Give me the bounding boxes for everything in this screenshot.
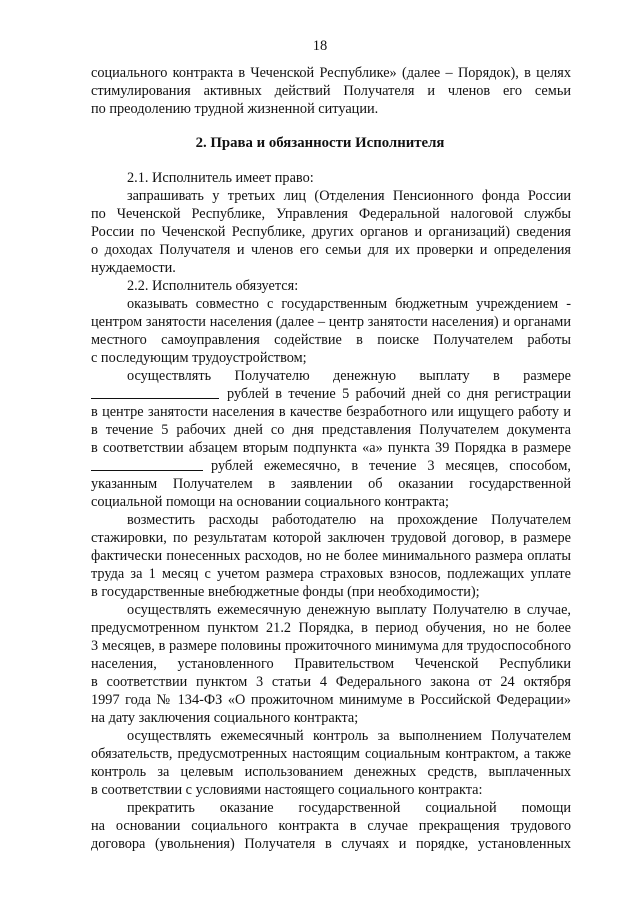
- obligation-3-line: в государственные внебюджетные фонды (при необходимости);: [91, 584, 480, 600]
- obligation-4-line: населения, установленного Правительством Чеченской Республики: [91, 656, 571, 672]
- obligation-2-line: социальной помощи на основании социального контракта;: [91, 494, 449, 510]
- section-heading: 2. Права и обязанности Исполнителя: [195, 135, 445, 151]
- obligation-2-line: в центре занятости населения в качестве безработного или ищущего работу и: [91, 404, 571, 420]
- obligation-1-line: центром занятости населения (далее – центр занятости населения) и органами: [91, 314, 571, 330]
- obligation-1-line: с последующим трудоустройством;: [91, 350, 307, 366]
- blank-amount-field: [91, 458, 203, 471]
- obligation-2-text: рублей ежемесячно, в течение 3 месяцев, способом,: [211, 458, 571, 474]
- page-number: 18: [312, 38, 328, 54]
- obligation-3-line: труда за 1 месяц с учетом размера страховых взносов, подлежащих уплате: [91, 566, 571, 582]
- obligation-5-line: контроль за целевым использованием денежных средств, выплаченных: [91, 764, 571, 780]
- clause-2-1-line: России по Чеченской Республике, других органов и организаций) сведения: [91, 224, 571, 240]
- obligation-3-line: возместить расходы работодателю на прохождение Получателем: [127, 512, 571, 528]
- clause-2-1-line: нуждаемости.: [91, 260, 176, 276]
- obligation-6-line: на основании социального контракта в случае прекращения трудового: [91, 818, 571, 834]
- clause-2-1-line: о доходах Получателя и членов его семьи для их проверки и определения: [91, 242, 571, 258]
- obligation-4-line: 1997 года № 134-ФЗ «О прожиточном минимуме в Российской Федерации»: [91, 692, 571, 708]
- clause-2-2-title: 2.2. Исполнитель обязуется:: [127, 278, 299, 294]
- obligation-2-text: рублей в течение 5 рабочий дней со дня регистрации: [227, 386, 571, 402]
- obligation-6-line: договора (увольнения) Получателя в случаях и порядке, установленных: [91, 836, 571, 852]
- intro-line: социального контракта в Чеченской Республике» (далее – Порядок), в целях: [91, 65, 571, 81]
- blank-amount-field: [91, 386, 219, 399]
- obligation-5-line: обязательств, предусмотренных настоящим социальным контрактом, а также: [91, 746, 571, 762]
- obligation-4-line: на дату заключения социального контракта;: [91, 710, 359, 726]
- obligation-2-line: [91, 458, 571, 475]
- obligation-4-line: 3 месяцев, в размере половины прожиточного минимума для трудоспособного: [91, 638, 571, 654]
- obligation-4-line: осуществлять ежемесячную денежную выплату Получателю в случае,: [127, 602, 571, 618]
- obligation-2-line: [91, 386, 571, 403]
- obligation-2-line: в течение 5 рабочих дней со дня представления Получателем документа: [91, 422, 571, 438]
- obligation-5-line: в соответствии с условиями настоящего социального контракта:: [91, 782, 483, 798]
- clause-2-1-line: по Чеченской Республике, Управления Федеральной налоговой службы: [91, 206, 571, 222]
- obligation-3-line: стажировки, по результатам которой заключен трудовой договор, в размере: [91, 530, 571, 546]
- obligation-6-line: прекратить оказание государственной социальной помощи: [127, 800, 571, 816]
- clause-2-1-line: запрашивать у третьих лиц (Отделения Пенсионного фонда России: [127, 188, 571, 204]
- obligation-2-line: указанным Получателем в заявлении об оказании государственной: [91, 476, 571, 492]
- obligation-4-line: предусмотренном пунктом 21.2 Порядка, в период обучения, но не более: [91, 620, 571, 636]
- intro-line: стимулирования активных действий Получателя и членов его семьи: [91, 83, 571, 99]
- obligation-3-line: фактически понесенных расходов, но не более минимального размера оплаты: [91, 548, 571, 564]
- clause-2-1-title: 2.1. Исполнитель имеет право:: [127, 170, 314, 186]
- obligation-2-line: в соответствии абзацем вторым подпункта «а» пункта 39 Порядка в размере: [91, 440, 571, 456]
- obligation-5-line: осуществлять ежемесячный контроль за выполнением Получателем: [127, 728, 571, 744]
- obligation-1-line: оказывать совместно с государственным бюджетным учреждением -: [127, 296, 571, 312]
- obligation-1-line: местного самоуправления содействие в поиске Получателем работы: [91, 332, 571, 348]
- obligation-4-line: в соответствии пунктом 3 статьи 4 Федерального закона от 24 октября: [91, 674, 571, 690]
- intro-line: по преодолению трудной жизненной ситуации.: [91, 101, 379, 117]
- obligation-2-line: осуществлять Получателю денежную выплату в размере: [127, 368, 571, 384]
